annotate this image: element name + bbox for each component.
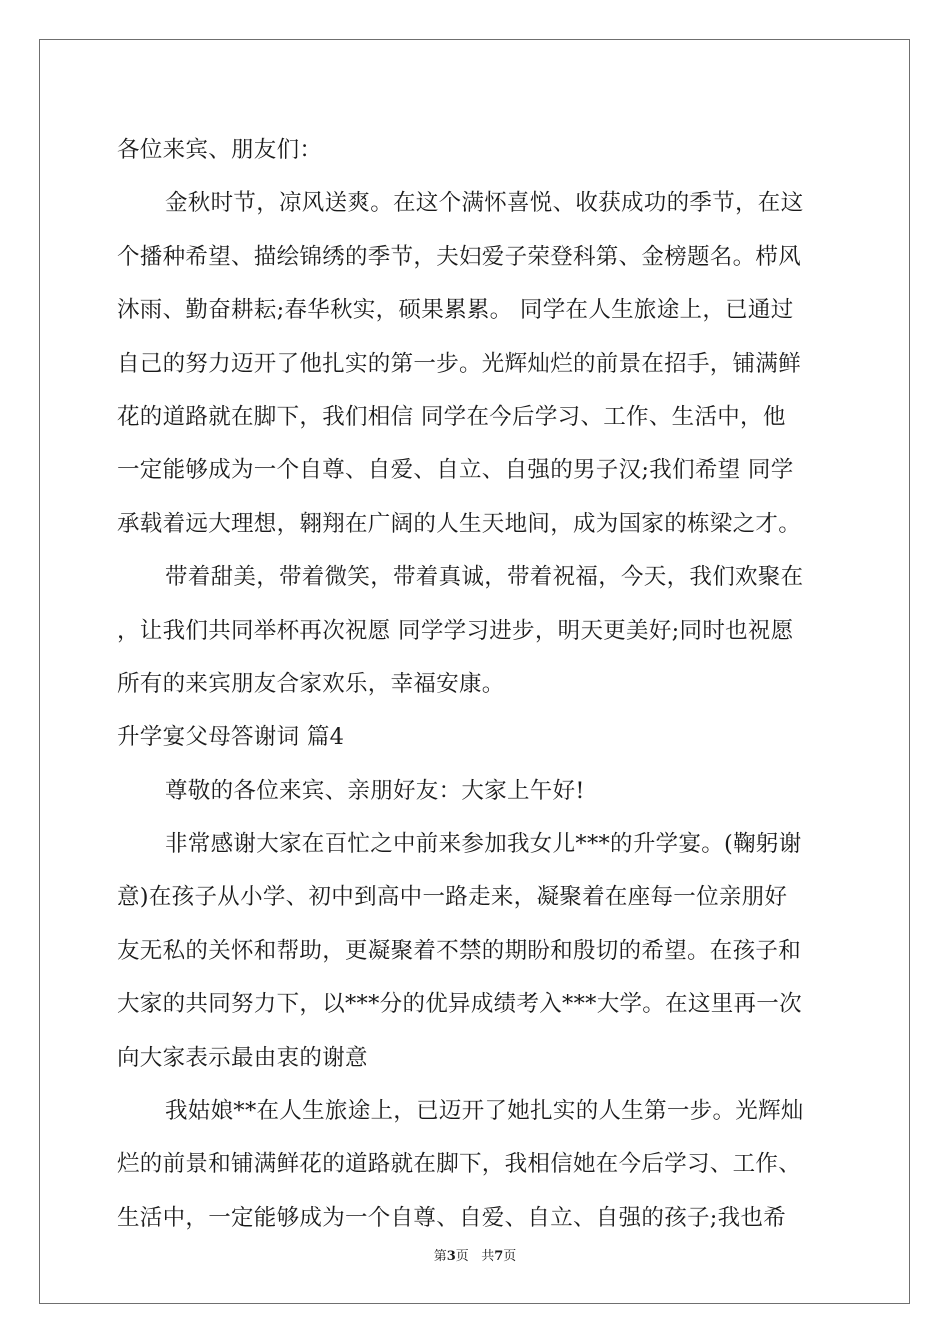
footer-suffix: 页: [503, 1249, 517, 1264]
text-line-5: 自己的努力迈开了他扎实的第一步。光辉灿烂的前景在招手，铺满鲜: [117, 350, 802, 377]
current-page-number: 3: [446, 1249, 456, 1264]
footer-mid: 页 共: [455, 1249, 495, 1264]
footer-prefix: 第: [433, 1249, 447, 1264]
text-line-13: 尊敬的各位来宾、亲朋好友：大家上午好!: [165, 777, 585, 804]
text-line-2: 金秋时节，凉风送爽。在这个满怀喜悦、收获成功的季节，在这: [165, 190, 804, 217]
text-line-19: 我姑娘**在人生旅途上，已迈开了她扎实的人生第一步。光辉灿: [165, 1098, 804, 1125]
document-body: [117, 124, 841, 1245]
text-line-17: 大家的共同努力下，以***分的优异成绩考入***大学。在这里再一次: [117, 991, 802, 1018]
text-line-10: ，让我们共同举杯再次祝愿 同学学习进步，明天更美好;同时也祝愿: [117, 617, 794, 644]
text-line-4: 沐雨、勤奋耕耘;春华秋实，硕果累累。 同学在人生旅途上，已通过: [117, 297, 794, 324]
text-line-9: 带着甜美，带着微笑，带着真诚，带着祝福，今天，我们欢聚在: [165, 564, 804, 591]
text-line-18: 向大家表示最由衷的谢意: [117, 1044, 368, 1071]
text-line-21: 生活中，一定能够成为一个自尊、自爱、自立、自强的孩子;我也希: [117, 1204, 787, 1231]
text-line-15: 意)在孩子从小学、初中到高中一路走来，凝聚着在座每一位亲朋好: [117, 884, 788, 911]
page-number-footer: [0, 1245, 950, 1264]
total-page-number: 7: [494, 1249, 504, 1264]
text-line-1: 各位来宾、朋友们：: [117, 137, 323, 163]
text-line-11: 所有的来宾朋友合家欢乐，幸福安康。: [117, 670, 505, 697]
text-line-7: 一定能够成为一个自尊、自爱、自立、自强的男子汉;我们希望 同学: [117, 457, 794, 484]
text-line-20: 烂的前景和铺满鲜花的道路就在脚下，我相信她在今后学习、工作、: [117, 1151, 802, 1178]
text-line-16: 友无私的关怀和帮助，更凝聚着不禁的期盼和殷切的希望。在孩子和: [117, 937, 802, 964]
text-line-3: 个播种希望、描绘锦绣的季节，夫妇爱子荣登科第、金榜题名。栉风: [117, 243, 802, 270]
section-heading: 升学宴父母答谢词 篇4: [117, 724, 345, 751]
text-line-6: 花的道路就在脚下，我们相信 同学在今后学习、工作、生活中，他: [117, 403, 786, 430]
text-line-14: 非常感谢大家在百忙之中前来参加我女儿***的升学宴。(鞠躬谢: [165, 831, 802, 858]
text-line-8: 承载着远大理想，翱翔在广阔的人生天地间，成为国家的栋梁之才。: [117, 510, 802, 537]
